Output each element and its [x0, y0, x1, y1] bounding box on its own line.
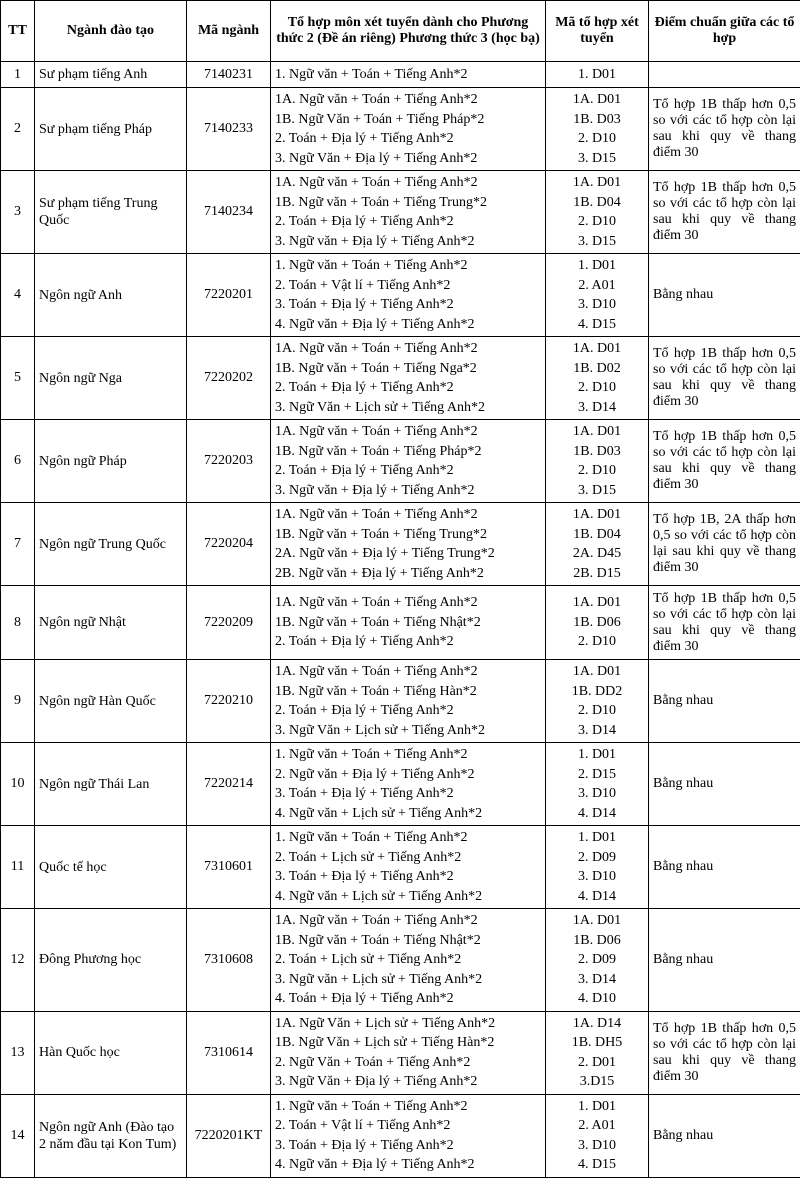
combination-code: 1. D01: [550, 745, 644, 765]
row-number: 5: [1, 337, 35, 420]
score-note: Tổ hợp 1B thấp hơn 0,5 so với các tổ hợp còn lại sau khi quy về thang điểm 30: [649, 171, 800, 254]
combination-line: 4. Toán + Địa lý + Tiếng Anh*2: [275, 989, 541, 1009]
subject-combinations: [271, 254, 546, 337]
major-name: Ngôn ngữ Pháp: [35, 420, 187, 503]
combination-line: 2. Toán + Lịch sử + Tiếng Anh*2: [275, 848, 541, 868]
combination-codes: [546, 1094, 649, 1177]
combination-code: 1B. D03: [550, 442, 644, 462]
combination-codes: [546, 826, 649, 909]
combination-line: 2. Toán + Địa lý + Tiếng Anh*2: [275, 212, 541, 232]
combination-line: 1B. Ngữ văn + Toán + Tiếng Trung*2: [275, 525, 541, 545]
subject-combinations: [271, 88, 546, 171]
combination-line: 1. Ngữ văn + Toán + Tiếng Anh*2: [275, 745, 541, 765]
combination-code: 1A. D14: [550, 1014, 644, 1034]
subject-combinations: [271, 1011, 546, 1094]
combination-line: 2. Toán + Địa lý + Tiếng Anh*2: [275, 701, 541, 721]
combination-code: 2. D10: [550, 129, 644, 149]
table-row: [1, 62, 800, 88]
combination-line: 3. Ngữ văn + Địa lý + Tiếng Anh*2: [275, 232, 541, 252]
combination-code: 3. D10: [550, 295, 644, 315]
combination-line: 2. Toán + Địa lý + Tiếng Anh*2: [275, 461, 541, 481]
combination-line: 1B. Ngữ văn + Toán + Tiếng Trung*2: [275, 193, 541, 213]
table-row: [1, 1011, 800, 1094]
table-row: [1, 586, 800, 660]
major-name: Hàn Quốc học: [35, 1011, 187, 1094]
combination-line: 3. Toán + Địa lý + Tiếng Anh*2: [275, 784, 541, 804]
combination-line: 1A. Ngữ văn + Toán + Tiếng Anh*2: [275, 593, 541, 613]
combination-code: 3. D10: [550, 784, 644, 804]
combination-line: 1A. Ngữ Văn + Lịch sử + Tiếng Anh*2: [275, 1014, 541, 1034]
combination-code: 3. D14: [550, 398, 644, 418]
major-code: 7220210: [187, 660, 271, 743]
row-number: 11: [1, 826, 35, 909]
combination-line: 2. Ngữ văn + Địa lý + Tiếng Anh*2: [275, 765, 541, 785]
score-note: Bằng nhau: [649, 1094, 800, 1177]
header-major-code: Mã ngành: [187, 1, 271, 62]
combination-code: 3. D10: [550, 1136, 644, 1156]
combination-code: 2. D01: [550, 1053, 644, 1073]
combination-line: 4. Ngữ văn + Địa lý + Tiếng Anh*2: [275, 1155, 541, 1175]
subject-combinations: [271, 909, 546, 1012]
combination-code: 1. D01: [550, 828, 644, 848]
combination-line: 1A. Ngữ văn + Toán + Tiếng Anh*2: [275, 662, 541, 682]
combination-codes: [546, 62, 649, 88]
combination-line: 2. Ngữ Văn + Toán + Tiếng Anh*2: [275, 1053, 541, 1073]
combination-code: 2. D10: [550, 378, 644, 398]
subject-combinations: [271, 337, 546, 420]
subject-combinations: [271, 62, 546, 88]
major-name: Ngôn ngữ Anh (Đào tạo 2 năm đầu tại Kon Tum): [35, 1094, 187, 1177]
combination-line: 1B. Ngữ văn + Toán + Tiếng Nhật*2: [275, 931, 541, 951]
combination-code: 3. D14: [550, 970, 644, 990]
row-number: 9: [1, 660, 35, 743]
header-tt: TT: [1, 1, 35, 62]
combination-code: 1B. D06: [550, 931, 644, 951]
subject-combinations: [271, 420, 546, 503]
major-name: Ngôn ngữ Hàn Quốc: [35, 660, 187, 743]
combination-line: 2. Toán + Vật lí + Tiếng Anh*2: [275, 1116, 541, 1136]
combination-line: 3. Ngữ Văn + Địa lý + Tiếng Anh*2: [275, 149, 541, 169]
combination-line: 2. Toán + Địa lý + Tiếng Anh*2: [275, 129, 541, 149]
subject-combinations: [271, 503, 546, 586]
major-name: Đông Phương học: [35, 909, 187, 1012]
table-row: [1, 420, 800, 503]
score-note: Tổ hợp 1B thấp hơn 0,5 so với các tổ hợp còn lại sau khi quy về thang điểm 30: [649, 337, 800, 420]
major-name: Ngôn ngữ Thái Lan: [35, 743, 187, 826]
combination-code: 2. D09: [550, 950, 644, 970]
combination-line: 1. Ngữ văn + Toán + Tiếng Anh*2: [275, 1097, 541, 1117]
combination-code: 3. D14: [550, 721, 644, 741]
row-number: 13: [1, 1011, 35, 1094]
combination-line: 1A. Ngữ văn + Toán + Tiếng Anh*2: [275, 505, 541, 525]
header-combination-codes: Mã tổ hợp xét tuyển: [546, 1, 649, 62]
combination-codes: [546, 1011, 649, 1094]
table-row: [1, 660, 800, 743]
combination-code: 4. D15: [550, 315, 644, 335]
combination-line: 3. Ngữ Văn + Địa lý + Tiếng Anh*2: [275, 1072, 541, 1092]
combination-code: 1A. D01: [550, 911, 644, 931]
combination-line: 1A. Ngữ văn + Toán + Tiếng Anh*2: [275, 90, 541, 110]
major-name: Quốc tế học: [35, 826, 187, 909]
combination-line: 4. Ngữ văn + Lịch sử + Tiếng Anh*2: [275, 887, 541, 907]
combination-line: 1. Ngữ văn + Toán + Tiếng Anh*2: [275, 828, 541, 848]
combination-code: 2. D10: [550, 212, 644, 232]
combination-line: 1. Ngữ văn + Toán + Tiếng Anh*2: [275, 65, 541, 85]
combination-code: 1B. DD2: [550, 682, 644, 702]
combination-code: 3. D10: [550, 867, 644, 887]
combination-line: 3. Toán + Địa lý + Tiếng Anh*2: [275, 1136, 541, 1156]
combination-line: 1A. Ngữ văn + Toán + Tiếng Anh*2: [275, 422, 541, 442]
table-row: [1, 503, 800, 586]
major-code: 7220201: [187, 254, 271, 337]
table-row: [1, 337, 800, 420]
major-name: Sư phạm tiếng Trung Quốc: [35, 171, 187, 254]
subject-combinations: [271, 171, 546, 254]
header-major: Ngành đào tạo: [35, 1, 187, 62]
table-row: [1, 826, 800, 909]
combination-code: 1A. D01: [550, 90, 644, 110]
row-number: 8: [1, 586, 35, 660]
score-note: Tổ hợp 1B thấp hơn 0,5 so với các tổ hợp còn lại sau khi quy về thang điểm 30: [649, 1011, 800, 1094]
combination-line: 4. Ngữ văn + Lịch sử + Tiếng Anh*2: [275, 804, 541, 824]
major-name: Sư phạm tiếng Pháp: [35, 88, 187, 171]
combination-codes: [546, 660, 649, 743]
score-note: Bằng nhau: [649, 826, 800, 909]
combination-line: 1B. Ngữ văn + Toán + Tiếng Pháp*2: [275, 442, 541, 462]
row-number: 6: [1, 420, 35, 503]
major-code: 7220203: [187, 420, 271, 503]
subject-combinations: [271, 743, 546, 826]
combination-code: 2. A01: [550, 1116, 644, 1136]
combination-code: 1B. D06: [550, 613, 644, 633]
combination-line: 3. Ngữ văn + Địa lý + Tiếng Anh*2: [275, 481, 541, 501]
combination-line: 2A. Ngữ văn + Địa lý + Tiếng Trung*2: [275, 544, 541, 564]
score-note: Tổ hợp 1B, 2A thấp hơn 0,5 so với các tổ hợp còn lại sau khi quy về thang điểm 30: [649, 503, 800, 586]
major-code: 7140233: [187, 88, 271, 171]
score-note: [649, 62, 800, 88]
combination-line: 1B. Ngữ Văn + Lịch sử + Tiếng Hàn*2: [275, 1033, 541, 1053]
major-name: Ngôn ngữ Trung Quốc: [35, 503, 187, 586]
combination-code: 1A. D01: [550, 173, 644, 193]
combination-line: 2. Toán + Lịch sử + Tiếng Anh*2: [275, 950, 541, 970]
combination-code: 1B. D04: [550, 193, 644, 213]
combination-line: 2. Toán + Địa lý + Tiếng Anh*2: [275, 632, 541, 652]
combination-code: 3. D15: [550, 149, 644, 169]
combination-code: 1B. D04: [550, 525, 644, 545]
major-code: 7310614: [187, 1011, 271, 1094]
row-number: 10: [1, 743, 35, 826]
combination-line: 2. Toán + Địa lý + Tiếng Anh*2: [275, 378, 541, 398]
major-name: Ngôn ngữ Anh: [35, 254, 187, 337]
header-subject-combinations: Tổ hợp môn xét tuyển dành cho Phương thức 2 (Đề án riêng) Phương thức 3 (học bạ): [271, 1, 546, 62]
score-note: Tổ hợp 1B thấp hơn 0,5 so với các tổ hợp còn lại sau khi quy về thang điểm 30: [649, 88, 800, 171]
combination-code: 1. D01: [550, 1097, 644, 1117]
major-code: 7220209: [187, 586, 271, 660]
combination-code: 1A. D01: [550, 593, 644, 613]
combination-code: 3.D15: [550, 1072, 644, 1092]
combination-line: 1A. Ngữ văn + Toán + Tiếng Anh*2: [275, 173, 541, 193]
combination-codes: [546, 254, 649, 337]
major-code: 7220204: [187, 503, 271, 586]
combination-line: 1B. Ngữ văn + Toán + Tiếng Hàn*2: [275, 682, 541, 702]
combination-code: 1A. D01: [550, 505, 644, 525]
combination-code: 4. D15: [550, 1155, 644, 1175]
table-row: [1, 254, 800, 337]
header-score-note: Điểm chuẩn giữa các tổ hợp: [649, 1, 800, 62]
score-note: Bằng nhau: [649, 743, 800, 826]
row-number: 12: [1, 909, 35, 1012]
combination-codes: [546, 909, 649, 1012]
header-row: [1, 1, 800, 62]
combination-code: 3. D15: [550, 481, 644, 501]
row-number: 2: [1, 88, 35, 171]
combination-code: 1A. D01: [550, 662, 644, 682]
combination-line: 3. Toán + Địa lý + Tiếng Anh*2: [275, 867, 541, 887]
table-row: [1, 1094, 800, 1177]
score-note: Bằng nhau: [649, 660, 800, 743]
combination-line: 1B. Ngữ văn + Toán + Tiếng Nga*2: [275, 359, 541, 379]
row-number: 7: [1, 503, 35, 586]
combination-line: 3. Ngữ Văn + Lịch sử + Tiếng Anh*2: [275, 721, 541, 741]
combination-code: 1A. D01: [550, 339, 644, 359]
major-code: 7310608: [187, 909, 271, 1012]
combination-code: 2. D15: [550, 765, 644, 785]
combination-code: 1B. D02: [550, 359, 644, 379]
combination-code: 3. D15: [550, 232, 644, 252]
row-number: 1: [1, 62, 35, 88]
combination-code: 2B. D15: [550, 564, 644, 584]
combination-line: 1A. Ngữ văn + Toán + Tiếng Anh*2: [275, 911, 541, 931]
table-row: [1, 171, 800, 254]
major-code: 7220202: [187, 337, 271, 420]
combination-code: 4. D14: [550, 804, 644, 824]
combination-codes: [546, 420, 649, 503]
major-name: Ngôn ngữ Nhật: [35, 586, 187, 660]
combination-line: 3. Ngữ văn + Lịch sử + Tiếng Anh*2: [275, 970, 541, 990]
combination-line: 3. Toán + Địa lý + Tiếng Anh*2: [275, 295, 541, 315]
combination-line: 4. Ngữ văn + Địa lý + Tiếng Anh*2: [275, 315, 541, 335]
combination-code: 2A. D45: [550, 544, 644, 564]
major-code: 7220214: [187, 743, 271, 826]
combination-line: 1A. Ngữ văn + Toán + Tiếng Anh*2: [275, 339, 541, 359]
subject-combinations: [271, 1094, 546, 1177]
subject-combinations: [271, 660, 546, 743]
major-code: 7140234: [187, 171, 271, 254]
major-name: Ngôn ngữ Nga: [35, 337, 187, 420]
score-note: Bằng nhau: [649, 909, 800, 1012]
combination-code: 4. D10: [550, 989, 644, 1009]
score-note: Bằng nhau: [649, 254, 800, 337]
score-note: Tổ hợp 1B thấp hơn 0,5 so với các tổ hợp còn lại sau khi quy về thang điểm 30: [649, 586, 800, 660]
combination-code: 1. D01: [550, 256, 644, 276]
combination-line: 1B. Ngữ văn + Toán + Tiếng Nhật*2: [275, 613, 541, 633]
combination-code: 2. A01: [550, 276, 644, 296]
combination-line: 2B. Ngữ văn + Địa lý + Tiếng Anh*2: [275, 564, 541, 584]
combination-line: 2. Toán + Vật lí + Tiếng Anh*2: [275, 276, 541, 296]
combination-code: 2. D10: [550, 461, 644, 481]
combination-codes: [546, 171, 649, 254]
major-name: Sư phạm tiếng Anh: [35, 62, 187, 88]
combination-codes: [546, 337, 649, 420]
row-number: 14: [1, 1094, 35, 1177]
combination-code: 1. D01: [550, 65, 644, 85]
combination-codes: [546, 586, 649, 660]
combination-code: 2. D09: [550, 848, 644, 868]
combination-codes: [546, 88, 649, 171]
major-code: 7220201KT: [187, 1094, 271, 1177]
combination-line: 1. Ngữ văn + Toán + Tiếng Anh*2: [275, 256, 541, 276]
major-code: 7140231: [187, 62, 271, 88]
combination-line: 3. Ngữ Văn + Lịch sử + Tiếng Anh*2: [275, 398, 541, 418]
combination-code: 1A. D01: [550, 422, 644, 442]
combination-line: 1B. Ngữ Văn + Toán + Tiếng Pháp*2: [275, 110, 541, 130]
score-note: Tổ hợp 1B thấp hơn 0,5 so với các tổ hợp còn lại sau khi quy về thang điểm 30: [649, 420, 800, 503]
combination-code: 4. D14: [550, 887, 644, 907]
combination-code: 2. D10: [550, 701, 644, 721]
combination-codes: [546, 503, 649, 586]
combination-code: 1B. D03: [550, 110, 644, 130]
table-row: [1, 88, 800, 171]
combination-codes: [546, 743, 649, 826]
table-row: [1, 909, 800, 1012]
row-number: 3: [1, 171, 35, 254]
major-code: 7310601: [187, 826, 271, 909]
subject-combinations: [271, 826, 546, 909]
row-number: 4: [1, 254, 35, 337]
table-row: [1, 743, 800, 826]
subject-combinations: [271, 586, 546, 660]
combination-code: 2. D10: [550, 632, 644, 652]
combination-code: 1B. DH5: [550, 1033, 644, 1053]
